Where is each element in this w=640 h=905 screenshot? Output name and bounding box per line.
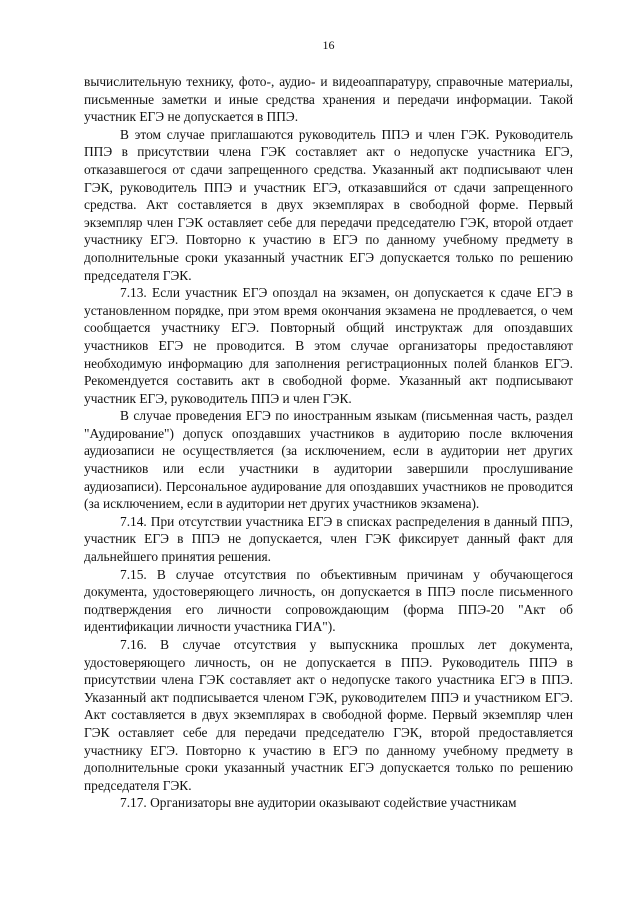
page-number: 16 (322, 38, 335, 52)
paragraph-refusal-procedure: В этом случае приглашаются руководитель ППЭ и член ГЭК. Руководитель ППЭ в присутствии члена ГЭК составляет акт о недопуске участника ЕГЭ, отказавшегося от сдачи запрещенного средства. Указанный акт подписывают член ГЭК, руководитель ППЭ и участник ЕГЭ, отказавшийся от сдачи запрещенного средства. Акт составляется в двух экземплярах в свободной форме. Первый экземпляр член ГЭК оставляет себе для передачи председателю ГЭК, второй отдает участнику ЕГЭ. Повторно к участию в ЕГЭ по данному учебному предмету в дополнительные сроки указанный участник ЕГЭ допускается только по решению председателя ГЭК. (84, 126, 573, 283)
paragraph-7-13: 7.13. Если участник ЕГЭ опоздал на экзамен, он допускается к сдаче ЕГЭ в установленном порядке, при этом время окончания экзамена не продлевается, о чем сообщается участнику ЕГЭ. Повторный общий инструктаж для опоздавших участников ЕГЭ не проводится. В этом случае организаторы предоставляют необходимую информацию для заполнения регистрационных полей бланков ЕГЭ. Рекомендуется составить акт в свободной форме. Указанный акт подписывают участник ЕГЭ, руководитель ППЭ и член ГЭК. (84, 285, 573, 406)
paragraph-7-17: 7.17. Организаторы вне аудитории оказывают содействие участникам (120, 795, 517, 811)
paragraph-7-14: 7.14. При отсутствии участника ЕГЭ в списках распределения в данный ППЭ, участник ЕГЭ в ППЭ не допускается, член ГЭК фиксирует данный факт для дальнейшего принятия решения. (84, 513, 573, 565)
paragraph-foreign-languages: В случае проведения ЕГЭ по иностранным языкам (письменная часть, раздел "Аудирование") допуск опоздавших участников в аудиторию после включения аудиозаписи не осуществляется (за исключением, если в аудитории нет других участников или если участники в аудитории завершили прослушивание аудиозаписи). Персональное аудирование для опоздавших участников не проводится (за исключением, если в аудитории нет других участников экзамена). (84, 408, 573, 512)
paragraph-7-16: 7.16. В случае отсутствия у выпускника прошлых лет документа, удостоверяющего личность, он не допускается в ППЭ. Руководитель ППЭ в присутствии члена ГЭК составляет акт о недопуске такого участника ЕГЭ в ППЭ. Указанный акт подписывается членом ГЭК, руководителем ППЭ и участником ЕГЭ. Акт составляется в двух экземплярах в свободной форме. Первый экземпляр член ГЭК оставляет себе для передачи председателю ГЭК, второй предоставляется участнику ЕГЭ. Повторно к участию в ЕГЭ по данному учебному предмету в дополнительные сроки указанный участник ЕГЭ допускается только по решению председателя ГЭК. (84, 637, 573, 793)
paragraph-continuation: вычислительную технику, фото-, аудио- и видеоаппаратуру, справочные материалы, письменные заметки и иные средства хранения и передачи информации. Такой участник ЕГЭ не допускается в ППЭ. (84, 74, 573, 125)
document-body (84, 73, 573, 812)
paragraph-7-15: 7.15. В случае отсутствия по объективным причинам у обучающегося документа, удостоверяющего личность, он допускается в ППЭ после письменного подтверждения его личности сопровождающим (форма ППЭ-20 "Акт об идентификации личности участника ГИА"). (84, 566, 573, 635)
